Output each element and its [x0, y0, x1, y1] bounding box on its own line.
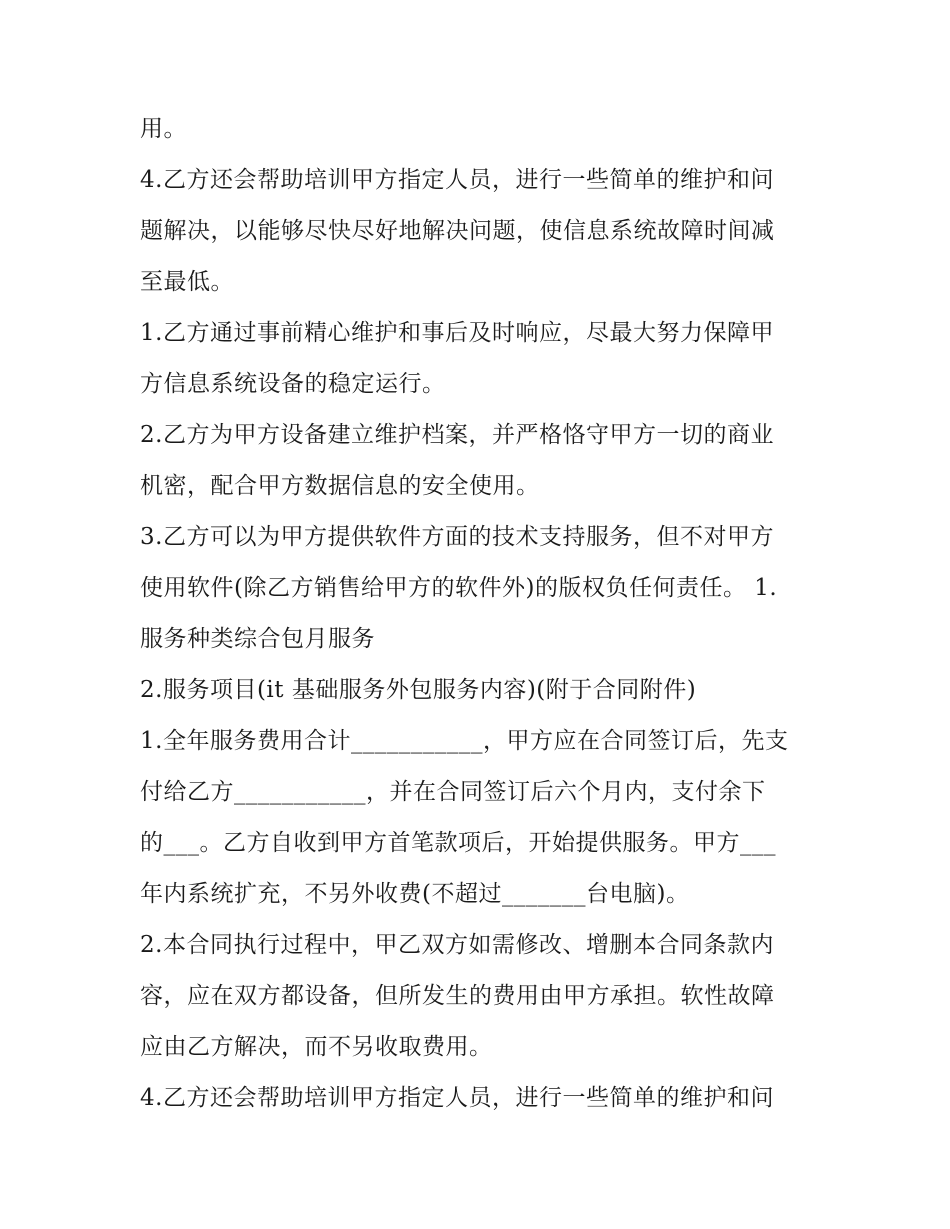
- text-line: 用。: [140, 116, 187, 142]
- document-body: [140, 104, 820, 1124]
- text-line: 2.服务项目(it 基础服务外包服务内容)(附于合同附件): [140, 677, 697, 703]
- text-line: 年内系统扩充，不另外收费(不超过_______台电脑)。: [140, 881, 690, 907]
- text-line: 2.乙方为甲方设备建立维护档案，并严格恪守甲方一切的商业: [140, 422, 774, 448]
- text-line: 4.乙方还会帮助培训甲方指定人员，进行一些简单的维护和问: [140, 1085, 774, 1111]
- text-line: 方信息系统设备的稳定运行。: [140, 371, 446, 397]
- text-line: 服务种类综合包月服务: [140, 626, 375, 652]
- text-line: 应由乙方解决，而不另收取费用。: [140, 1034, 493, 1060]
- text-line: 使用软件(除乙方销售给甲方的软件外)的版权负任何责任。 1.: [140, 575, 778, 601]
- text-line: 3.乙方可以为甲方提供软件方面的技术支持服务，但不对甲方: [140, 524, 774, 550]
- text-line: 1.乙方通过事前精心维护和事后及时响应，尽最大努力保障甲: [140, 320, 774, 346]
- text-line: 1.全年服务费用合计___________，甲方应在合同签订后，先支: [140, 728, 789, 754]
- text-line: 4.乙方还会帮助培训甲方指定人员，进行一些简单的维护和问: [140, 167, 774, 193]
- text-line: 题解决，以能够尽快尽好地解决问题，使信息系统故障时间减: [140, 218, 775, 244]
- text-line: 2.本合同执行过程中，甲乙双方如需修改、增删本合同条款内: [140, 932, 774, 958]
- text-line: 容，应在双方都设备，但所发生的费用由甲方承担。软性故障: [140, 983, 775, 1009]
- text-line: 付给乙方___________，并在合同签订后六个月内，支付余下: [140, 779, 766, 805]
- text-line: 机密，配合甲方数据信息的安全使用。: [140, 473, 540, 499]
- text-line: 的___。乙方自收到甲方首笔款项后，开始提供服务。甲方___: [140, 830, 776, 856]
- text-line: 至最低。: [140, 269, 234, 295]
